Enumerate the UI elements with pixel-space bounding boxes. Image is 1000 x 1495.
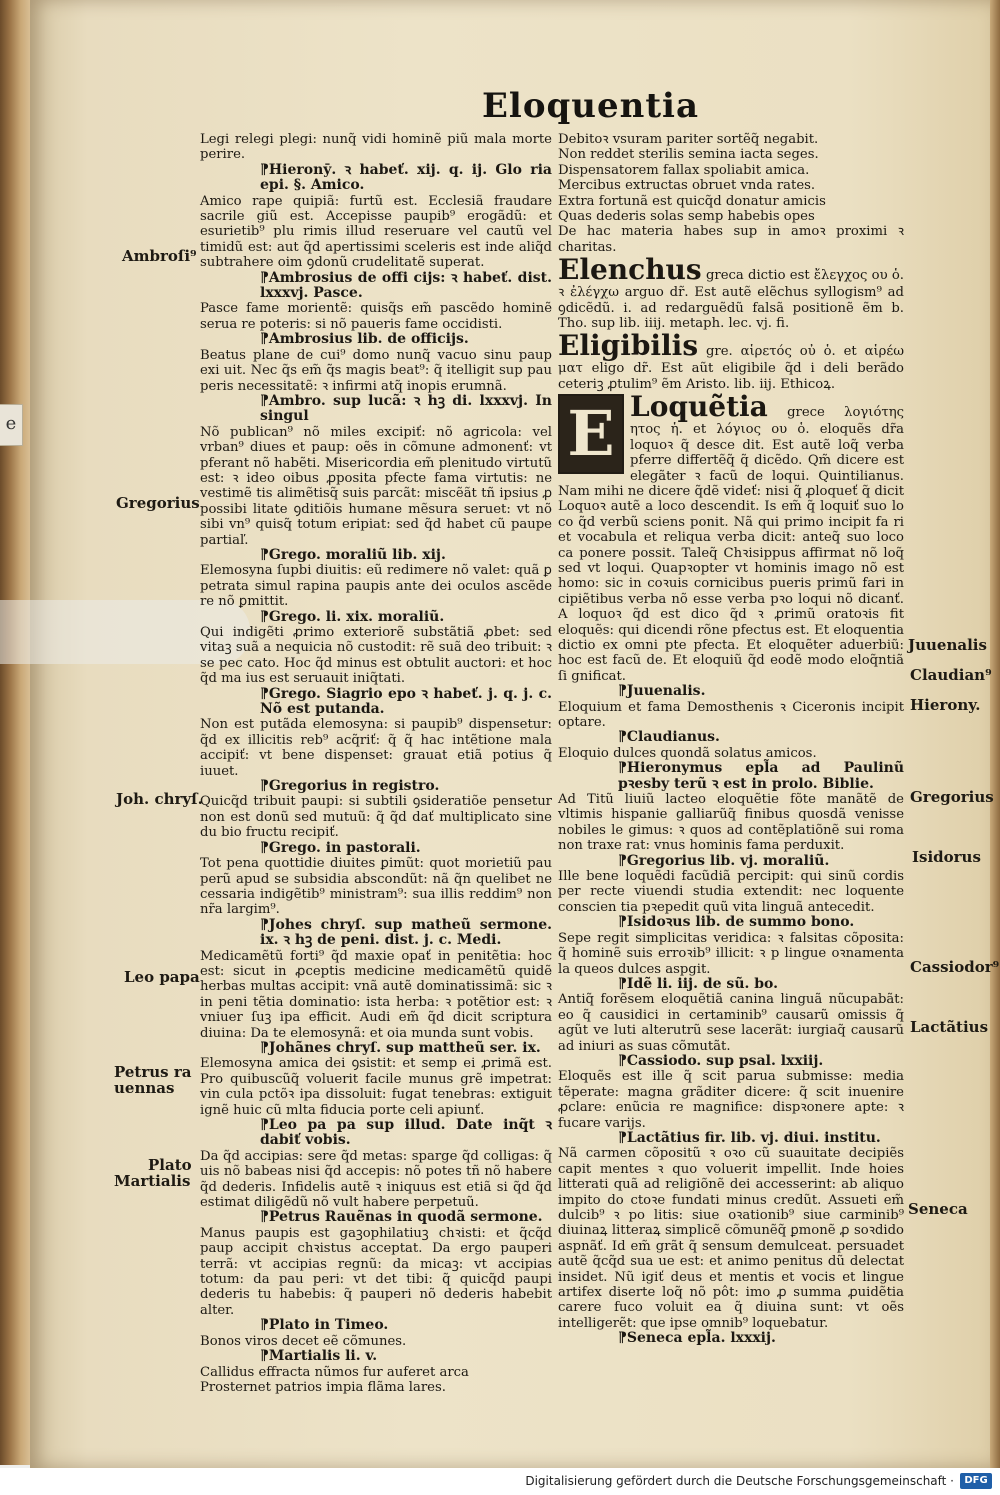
rubric: ⁋Johes chryſ. sup matheũ sermone. ix. ꝛ hꝫ de peni. dist. j. c. Medi. — [260, 916, 552, 949]
right-column — [558, 132, 904, 1347]
verse: Extra fortunã est quicq̃d donatur amicis — [558, 193, 826, 209]
margin-note: Gregorius — [116, 494, 200, 512]
para: Eloquio dulces quondã solatus amicos. — [558, 745, 817, 761]
rubric: ⁋Gregorius lib. vj. moraliũ. — [618, 852, 830, 869]
rubric: ⁋Johãnes chryſ. sup mattheũ ser. ix. — [260, 1039, 541, 1056]
para: Elemosyna ſupbi diuitis: eũ redimere nõ valet: quã ꝑ petrata simul rapina paupis ante dei oculos ascẽde re nõ ꝑmittit. — [200, 563, 552, 610]
para: Antiq̃ forẽsem eloquẽtiã canina linguã nũcupabãt: eo q̃ causidici in certaminib⁹ causarũ omissis q̃ agũt ve luti alterutrũ sese lacerãt: iurgiaq̃ causarũ ad iniuri as suas cõmutãt. — [558, 992, 904, 1054]
rubric: ⁋Plato in Timeo. — [260, 1317, 389, 1334]
rubric: ⁋Grego. Siagrio epo ꝛ habeť. j. q. j. c. Nõ est putanda. — [260, 685, 552, 718]
rubric: ⁋Lactãtius fir. lib. vj. diui. institu. — [618, 1129, 881, 1146]
verse: Quas dederis solas semp habebis opes — [558, 209, 815, 225]
rubric: ⁋Idẽ li. iij. de sũ. bo. — [618, 975, 778, 992]
lemma-word: Loquẽtia — [630, 390, 768, 424]
verse: Mercibus extructas obruet vnda rates. — [558, 178, 816, 194]
margin-note: Cassiodor⁹ — [910, 958, 1000, 976]
rubric: ⁋Cassiodo. sup psal. lxxiij. — [618, 1052, 824, 1069]
rubric: ⁋Leo pa pa sup illud. Date inq̃t ꝛ dabiť vobis. — [260, 1117, 552, 1149]
rubric: ⁋Isidoꝛus lib. de summo bono. — [618, 914, 855, 931]
rubric: ⁋Claudianus. — [618, 729, 720, 746]
rubric: ⁋Petrus Rauẽnas in quodã sermone. — [260, 1209, 543, 1226]
entry-text: grece λογιότης ητος ἡ. et λόγιος ου ὁ. eloquẽs dr̃a loquoꝛ q̃ desce dit. Est autẽ loq̃ verba pferre differtẽq̃ q̃ dicẽdo. Qm̃ dicere est elegãter ꝛ facũ de loqui. Quintilianus. Nam mihi ne dicere q̃dẽ videť: nisi q̃ ꝓloqueť q̃ dicit Loquoꝛ autẽ a loco descendit. Is em̃ q̃ loquiť suo lo co q̃d verbũ sciens ponit. Nã qui primo incipit fa ri et vocabula et reliqua verba dicit: anteq̃ suo loco ca ponere possit. Taleq̃ Chꝛisippus affirmat nõ loq̃ sed vt loqui. Quapꝛopter vt hominis imago nõ est homo: sic in coꝛuis cornicibus pueris primũ fari in cipiẽtibus verba nõ esse verba pꝛo loqui nõ dicanť. A loquoꝛ q̃d est dico q̃d ꝛ ꝓrimũ oratoꝛis fit eloquẽs: qui dicendi rõne pfectus est. Et eloquentia dictio ex omni pte pfecta. Et eloquẽter aduerbiũ: hoc est facũ de. Et eloquiũ q̃d eodẽ modo eloq̃ntiã ſi gnificat. — [558, 405, 904, 684]
margin-note: Leo papa — [124, 968, 200, 986]
verse: Dispensatorem fallax spoliabit amica. — [558, 162, 810, 178]
rubric: ⁋Ambrosius de offi cijs: ꝛ habeť. dist. lxxxvj. Pasce. — [260, 269, 552, 302]
rubric: ⁋Juuenalis. — [618, 683, 706, 700]
para: Medicamẽtũ forti⁹ q̃d maxie opať in penitẽtia: hoc est: sicut in ꝓceptis medicine medicamẽtũ quidẽ herbas multas accipit: vnã autẽ dominatissimã: sic ꝛ in peni tẽtia dominatio: ista herba: ꝛ potẽtior est: ꝛ vniuer ſuꝫ ipa efficit. Audi em̃ q̃d dicit scriptura diuina: Da te elemosynã: et oia munda sunt vobis. — [200, 948, 552, 1041]
para: Legi relegi plegi: nunq̃ vidi hominẽ piũ mala morte perire. — [200, 132, 552, 163]
margin-note: Gregorius — [910, 788, 994, 806]
margin-note: Seneca — [908, 1200, 968, 1218]
rubric: ⁋Gregorius in registro. — [260, 778, 440, 795]
para: Tot pena quottidie diuites ꝑimũt: quot morietiũ pau perũ apud se subsidia abscondũt: nã q̃n quelibet ne cessaria indigẽtib⁹ ministram⁹: sua illis reddim⁹ non nr̃a largim⁹. — [200, 856, 552, 918]
margin-note: Claudian⁹ — [910, 666, 992, 684]
decorated-initial: E — [558, 394, 624, 474]
left-column — [200, 132, 552, 1395]
funding-credit: Digitalisierung gefördert durch die Deutsche Forschungsgemeinschaft · — [525, 1474, 954, 1488]
rubric: ⁋Ambrosius lib. de officijs. — [260, 331, 469, 348]
para: Nõ publican⁹ nõ miles excipiť: nõ agricola: vel vrban⁹ diues et paup: oẽs in cõmune admonenť: vt pferant nõ habẽti. Misericordia em̃ plenitudo virtutũ est: ꝛ ideo oibus ꝓposita pfecte fama virtutis: ne vestimẽ tis alimẽtisq̃ suis parcãt: miscẽãt tñ ipsius ꝓ possibi litate ꝯditiõis humane mẽsura seruet: vt nõ sibi vn⁹ quisq̃ totum eripiat: sed q̃d habet cũ paupe partiaľ. — [200, 424, 552, 548]
margin-note: Plato — [148, 1156, 192, 1174]
running-head: Eloquentia — [482, 86, 700, 126]
margin-note: Martialis — [114, 1172, 191, 1190]
para: Ille bene loquẽdi facũdiã percipit: qui sinũ cordis per recte viuendi studia extendit: nec loquente conscien tia pꝛepedit quũ vita linguã antecedit. — [558, 869, 904, 915]
rubric: ⁋Ambro. sup lucã: ꝛ hꝫ di. lxxxvj. In singul — [260, 392, 552, 425]
rubric: ⁋Seneca epl̃a. lxxxij. — [618, 1330, 776, 1347]
rubric: ⁋Grego. li. xix. moraliũ. — [260, 608, 445, 625]
entry-elenchus — [558, 255, 904, 331]
page-edge — [990, 0, 1000, 1468]
entry-text: gre. αἱρετός οὐ ὁ. et αἱρέω ματ eligo dr̃. Est aũt eligibile q̃d i deli berãdo ceteriꝫ ꝓtulim⁹ ẽm Aristo. lib. iij. Ethicoꝝ. — [558, 344, 904, 392]
lemma-word: Eligibilis — [558, 329, 699, 363]
verse: Callidus effracta nũmos fur auferet arca — [200, 1364, 469, 1380]
para: Beatus plane de cui⁹ domo nunq̃ vacuo sinu paup exi uit. Nec q̃s em̃ q̃s magis beat⁹: q̃ itelligit sup pau peris necessitatẽ: ꝛ infirmi atq̃ inopis erumnã. — [200, 347, 552, 394]
para: Elemosyna amica dei ꝯsistit: et semp ei ꝓrimã est. Pro quibuscũq̃ voluerit facile munus grẽ impetrat: vin cula pctõꝛ ipa dissoluit: fugat tenebras: extiguit ignẽ huic cũ mlta fiducia porte celi apiunť. — [200, 1056, 552, 1118]
rubric: ⁋Hieronymus epl̃a ad Paulinũ pꝛesby terũ ꝛ est in prolo. Biblie. — [618, 760, 904, 792]
entry-eloquentia — [558, 392, 904, 684]
index-tab: e — [0, 404, 23, 446]
para: Eloquẽs est ille q̃ scit parua submisse: media tẽperate: magna grãditer dicere: q̃ scit inuenire ꝓclare: enũcia re magnifice: dispꝛonere apte: ꝛ fucare varijs. — [558, 1069, 904, 1131]
para: Sepe regit simplicitas veridica: ꝛ falsitas cõposita: q̃ hominẽ suis erroꝛib⁹ illicit: ꝛ p lingue oꝛnamenta la queos dulces aspgit. — [558, 930, 904, 977]
margin-note: Lactãtius — [910, 1018, 989, 1036]
rubric: ⁋Martialis li. v. — [260, 1348, 378, 1365]
para: Da q̃d accipias: sere q̃d metas: sparge q̃d colligas: q̃ uis nõ babeas nisi q̃d accepis: nõ potes tñ nõ habere q̃d dederis. Infidelis autẽ ꝛ iniquus est etiã si q̃d q̃d estimat diligẽdũ nõ vult habere perpetuũ. — [200, 1148, 552, 1211]
margin-note: Joh. chryſ. — [116, 790, 203, 808]
entry-eligibilis — [558, 331, 904, 392]
entry-text: greca dictio est ἔλεγχος ου ὁ. ꝛ ἐλέγχω arguo dr̃. Est autẽ elẽchus syllogism⁹ ad ꝯdicẽdũ. i. ad redarguẽdũ falsã positionẽ ẽm b. Tho. sup lib. iiij. metaph. lec. vj. fi. — [558, 268, 904, 332]
verse: Debitoꝛ vsuram pariter sortẽq̃ negabit. — [558, 132, 819, 147]
verse: Prosternet patrios impia flãma lares. — [200, 1379, 446, 1395]
margin-note: Petrus ra uennas — [114, 1063, 192, 1097]
margin-note: Hierony. — [910, 696, 981, 714]
verse: Non reddet sterilis semina iacta seges. — [558, 147, 819, 163]
rubric: ⁋Hieronȳ. ꝛ habeť. xij. q. ij. Glo ria epi. §. Amico. — [260, 161, 552, 194]
lemma-word: Elenchus — [558, 253, 702, 287]
margin-note: Isidorus — [912, 848, 981, 866]
rubric: ⁋Grego. in pastorali. — [260, 839, 421, 856]
para: Qui indigẽti ꝓrimo exteriorẽ substãtiã ꝓbet: sed vitaꝫ suã a nequicia nõ custodit: rẽ suã deo tribuit: ꝛ se pec cato. Hoc q̃d minus est obtulit auctori: et hoc q̃d ma ius est seruauit iniq̃tati. — [200, 625, 552, 687]
book-spine — [0, 0, 32, 1465]
margin-note: Juuenalis — [908, 636, 987, 654]
para: Non est putãda elemosyna: si paupib⁹ dispensetur: q̃d ex illicitis reb⁹ acq̃riť: q̃ q̃ hac intẽtione mala accipiť: vt bene dispenset: grauat etiã potius q̃ iuuet. — [200, 717, 552, 779]
para: Eloquium et fama Demosthenis ꝛ Ciceronis incipit optare. — [558, 699, 904, 730]
para: Quicq̃d tribuit paupi: si subtili ꝯsideratiõe pensetur non est donũ sed mutuũ: q̃ q̃d dať multiplicato sine du bio fructu recipiť. — [200, 794, 552, 841]
para: Pasce fame morientẽ: quisq̃s em̃ pascẽdo hominẽ serua re poteris: si nõ paueris fame occidisti. — [200, 301, 552, 332]
margin-note: Ambroſi⁹ — [122, 247, 197, 265]
para: Bonos viros decet eẽ cõmunes. — [200, 1333, 407, 1349]
para: Nã carmen cõpositũ ꝛ oꝛo cũ suauitate decipiẽs capit mentes ꝛ quo voluerit impellit. Inde hoies litterati quã ad religiõnẽ dei accesserint: ab aliquo impito do ctoꝛe fundati minus credũt. Assueti em̃ dulcib⁹ ꝛ po litis: siue oꝛationib⁹ siue carminib⁹ diuinaꝝ litteraꝝ simplicẽ cõmunẽq̃ ꝑmonẽ ꝓ soꝛdido aspnãť. Id em̃ grãt q̃ sensum demulceat. persuadet autẽ q̃cq̃d sua ue est: et animo penitus dũ delectat insidet. Nũ igiť deus et mentis et vocis et lingue artifex diserte loq̃ nõ pôt: imo ꝓ summa ꝓuidẽtia carere fuco voluit ea q̃ diuina sunt: vt oẽs intelligerẽt: que ipse omnib⁹ loquebatur. — [558, 1146, 904, 1331]
para: Ad Titũ liuiũ lacteo eloquẽtie fõte manãtẽ de vltimis hispanie galliarũq̃ finibus quosdã venisse nobiles le gimus: ꝛ quos ad contẽplatiõnẽ sui roma non traxe rat: vnus hominis fama perduxit. — [558, 792, 904, 854]
para: Amico rape quipiã: furtũ est. Ecclesiã fraudare sacrile giũ est. Accepisse paupib⁹ erogãdũ: et esurietib⁹ plu rimis illud reseruare vel cautũ vel timidũ est: aut q̃d apertissimi sceleris est inde aliq̃d subtrahere oim ꝯdonũ crudelitatẽ superat. — [200, 193, 552, 271]
dfg-logo: DFG — [960, 1473, 992, 1489]
rubric: ⁋Grego. moraliũ lib. xij. — [260, 546, 446, 563]
para: Manus paupis est gaꝫophilatiuꝫ chꝛisti: et q̃cq̃d paup accipit chꝛistus acceptat. Da ergo pauperi terrã: vt accipias regnũ: da micaꝫ: vt accipias totum: da pau peri: vt det tibi: q̃ quicq̃d paupi dederis tu habebis: q̃ pauperi nõ dederis habebit alter. — [200, 1225, 552, 1318]
para: De hac materia habes sup in amoꝛ proximi ꝛ charitas. — [558, 224, 904, 255]
